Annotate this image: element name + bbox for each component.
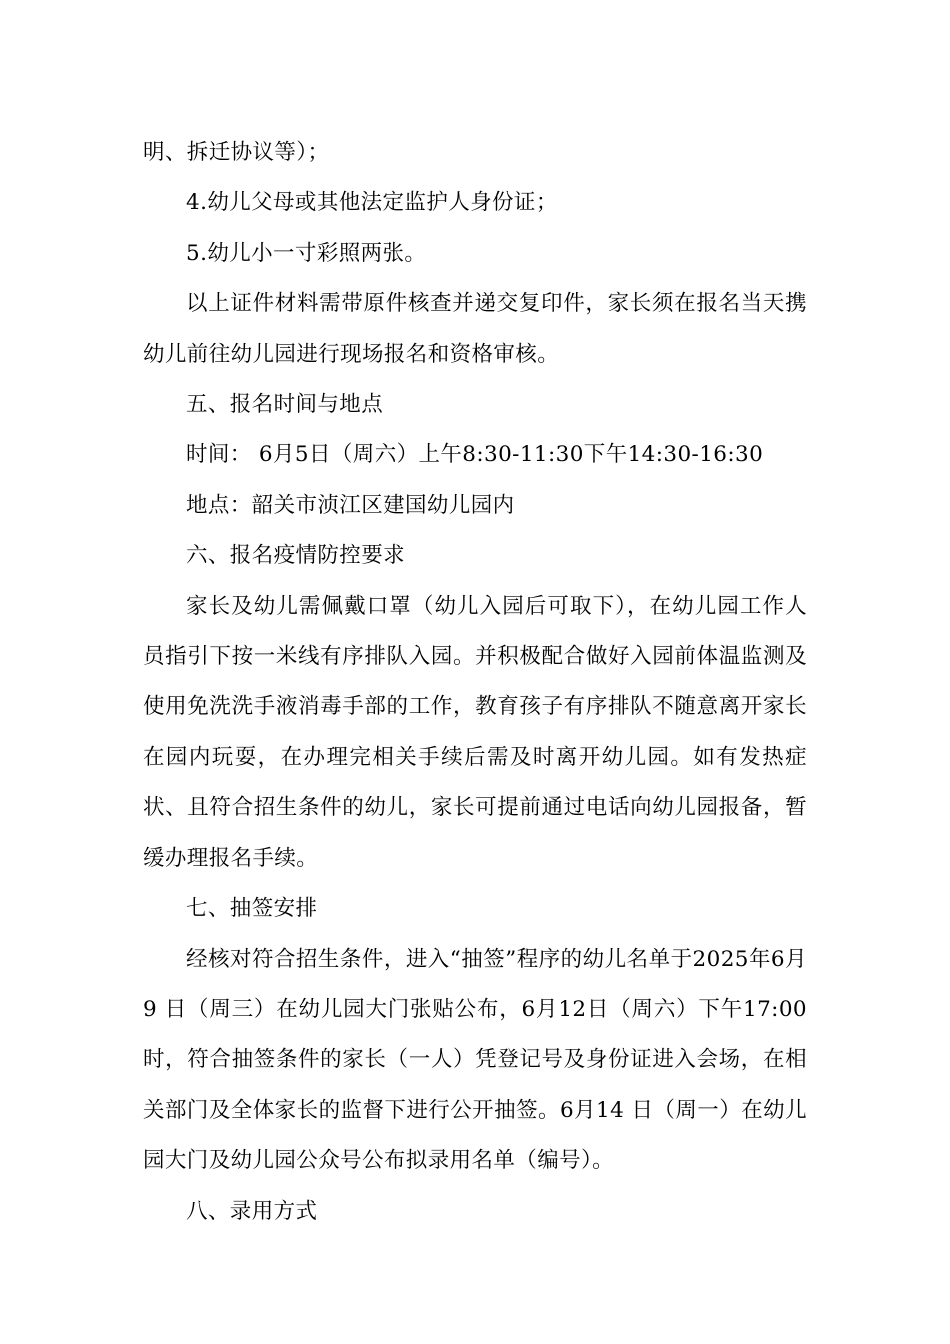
paragraph-epidemic-requirements: 家长及幼儿需佩戴口罩（幼儿入园后可取下），在幼儿园工作人员指引下按一米线有序排队入园。并积极配合做好入园前体温监测及使用免洗洗手液消毒手部的工作，教育孩子有序排队不随意离开家长在园内玩耍，在办理完相关手续后需及时离开幼儿园。如有发热症状、且符合招生条件的幼儿，家长可提前通过电话向幼儿园报备，暂缓办理报名手续。 xyxy=(143,593,807,871)
section-heading-admission-method: 八、录用方式 xyxy=(186,1198,318,1224)
list-item-guardian-id: 4.幼儿父母或其他法定监护人身份证； xyxy=(186,190,558,216)
document-body xyxy=(143,128,807,1237)
paragraph-documents-note: 以上证件材料需带原件核查并递交复印件，家长须在报名当天携幼儿前往幼儿园进行现场报名和资格审核。 xyxy=(143,291,807,367)
section-heading-time-location: 五、报名时间与地点 xyxy=(186,392,384,418)
paragraph-location: 地点：韶关市浈江区建国幼儿园内 xyxy=(186,492,515,518)
section-heading-epidemic-control: 六、报名疫情防控要求 xyxy=(186,543,406,569)
paragraph-materials-continued: 明、拆迁协议等）； xyxy=(143,140,330,165)
paragraph-time: 时间： 6月5日（周六）上午8:30-11:30下午14:30-16:30 xyxy=(186,442,764,468)
section-heading-lottery: 七、抽签安排 xyxy=(186,896,318,922)
paragraph-lottery-arrangement: 经核对符合招生条件，进入“抽签”程序的幼儿名单于2025年6月9 日（周三）在幼儿园大门张贴公布，6月12日（周六）下午17:00时，符合抽签条件的家长（一人）凭登记号及身份证进入会场，在相关部门及全体家长的监督下进行公开抽签。6月14 日（周一）在幼儿园大门及幼儿园公众号公布拟录用名单（编号）。 xyxy=(143,946,807,1174)
list-item-photos: 5.幼儿小一寸彩照两张。 xyxy=(186,240,427,266)
